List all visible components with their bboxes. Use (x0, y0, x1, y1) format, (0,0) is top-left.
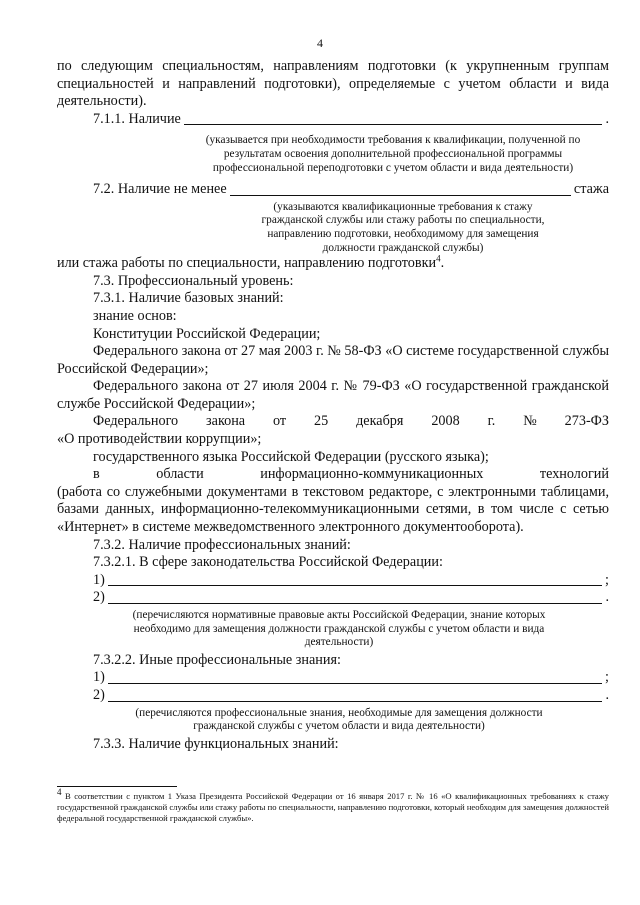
item-7-1-1 (57, 111, 609, 129)
ict-word: информационно-коммуникационных (260, 466, 484, 483)
line-end: . (605, 589, 609, 606)
blank-line-7-3-2-1-2 (57, 589, 609, 607)
law-273-word: закона (206, 413, 246, 430)
blank-line-7-3-2-2-2 (57, 687, 609, 705)
line-number: 2) (93, 589, 105, 606)
stazh-end: . (440, 255, 445, 272)
footnote-text: В соответствии с пунктом 1 Указа Президента Российской Федерации от 16 января 2017 г. № 16 «О квалификационных требованиях к стажу государственной гражданской службы или стажу работы по специальности, направлению подготовки, который необходим для замещения должностей федеральной государственной гражданской службы». (57, 791, 609, 823)
footnote (57, 787, 609, 823)
footnote-ref: 4 (436, 253, 441, 264)
blank-field-7-1-1[interactable] (184, 112, 603, 125)
item-7-3-2-2: 7.3.2.2. Иные профессиональные знания: (93, 651, 341, 668)
ict-rest: (работа со служебными документами в текстовом редакторе, с электронными таблицами, базами данных, информационно-телекоммуникационными сетями, в том числе с сетью «Интернет» в системе межведомственного электронного документооборота). (57, 483, 609, 536)
law-273-word: г. (487, 413, 496, 430)
law-79-item: Федерального закона от 27 июля 2004 г. № 79-ФЗ «О государственной гражданской службе Российской Федерации»; (57, 378, 609, 412)
law-273-word: 25 (314, 413, 329, 430)
line-number: 1) (93, 571, 105, 588)
item-7-2 (57, 181, 609, 199)
law-58-item: Федерального закона от 27 мая 2003 г. № 58-ФЗ «О системе государственной службы Российской Федерации»; (57, 343, 609, 377)
item-7-3-2: 7.3.2. Наличие профессиональных знаний: (93, 536, 351, 553)
note-7-3-2-2: (перечисляются профессиональные знания, необходимые для замещения должности гражданской службы с учетом области и вида деятельности) (135, 706, 543, 733)
blank-field[interactable] (108, 591, 603, 604)
ict-first-line (57, 466, 609, 484)
document-body (57, 58, 609, 753)
item-7-3-1: 7.3.1. Наличие базовых знаний: (93, 290, 284, 307)
blank-line-7-3-2-2-1 (57, 669, 609, 687)
law-273-rest: «О противодействии коррупции»; (57, 431, 262, 448)
law-273-word: Федерального (93, 413, 179, 430)
note-7-3-2-1: (перечисляются нормативные правовые акты Российской Федерации, знание которых необходимо для замещения должности гражданской службы с учетом области и вида деятельности) (132, 609, 546, 649)
constitution-item: Конституции Российской Федерации; (93, 325, 321, 342)
item-7-3-2-1: 7.3.2.1. В сфере законодательства Российской Федерации: (93, 554, 443, 571)
blank-field[interactable] (108, 671, 602, 684)
state-language-item: государственного языка Российской Федерации (русского языка); (93, 448, 489, 465)
law-273-first-line (57, 413, 609, 431)
item-7-2-end: стажа (573, 181, 609, 198)
blank-field[interactable] (108, 689, 603, 702)
item-7-1-1-end: . (605, 110, 609, 127)
line-number: 1) (93, 669, 105, 686)
footnote-number: 4 (57, 787, 62, 798)
stazh-text: или стажа работы по специальности, направлению подготовки (57, 255, 437, 272)
line-end: ; (605, 571, 609, 588)
line-number: 2) (93, 686, 105, 703)
ict-word: технологий (539, 466, 609, 483)
note-7-1-1: (указывается при необходимости требования к квалификации, полученной по результатам освоения дополнительной профессиональной программы профессиональной переподготовки с учетом области и вида деятельности) (205, 134, 581, 174)
law-273-word: декабря (356, 413, 404, 430)
item-7-1-1-label: 7.1.1. Наличие (93, 110, 181, 127)
ict-word: области (156, 466, 204, 483)
law-273-word: от (273, 413, 287, 430)
blank-line-7-3-2-1-1 (57, 572, 609, 590)
law-273-word: 273-ФЗ (564, 413, 609, 430)
line-end: . (605, 686, 609, 703)
item-7-2-label: 7.2. Наличие не менее (93, 181, 227, 198)
intro-paragraph: по следующим специальностям, направлениям подготовки (к укрупненным группам специальностей и направлений подготовки), определяемые с учетом области и вида деятельности). (57, 58, 609, 110)
blank-field[interactable] (108, 573, 602, 586)
blank-field-7-2[interactable] (230, 183, 571, 196)
stazh-line (57, 255, 609, 273)
law-273-word: № (523, 413, 537, 430)
page-number: 4 (317, 36, 323, 50)
item-7-3: 7.3. Профессиональный уровень: (93, 272, 294, 289)
ict-word: в (93, 466, 100, 483)
line-end: ; (605, 669, 609, 686)
znanie-osnov: знание основ: (93, 307, 177, 324)
note-7-2: (указываются квалификационные требования к стажу гражданской службы или стажу работы по специальности, направлению подготовки, необходимому для замещения должности гражданской службы) (261, 200, 545, 254)
law-273-word: 2008 (431, 413, 460, 430)
footnote-divider (57, 786, 177, 787)
item-7-3-3: 7.3.3. Наличие функциональных знаний: (93, 735, 339, 752)
